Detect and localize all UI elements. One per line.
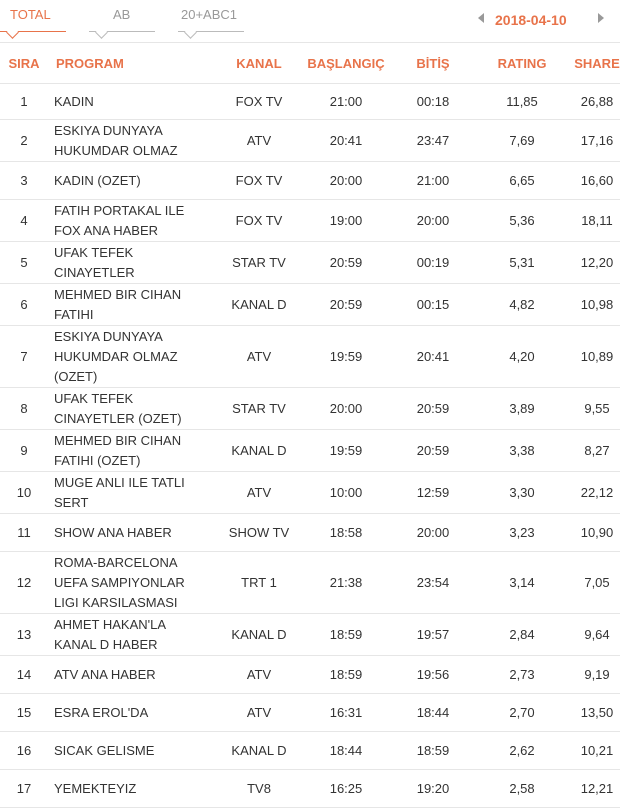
- cell-bitis: 00:18: [396, 84, 470, 120]
- cell-bitis: 23:54: [396, 552, 470, 614]
- cell-program: [48, 162, 222, 200]
- cell-kanal: SHOW TV: [222, 514, 296, 552]
- column-header-share[interactable]: SHARE: [574, 43, 620, 84]
- cell-rating: 5,36: [470, 200, 574, 242]
- tab-notch-icon: [6, 26, 19, 39]
- date-navigator: [470, 8, 620, 32]
- cell-share: 10,89: [574, 326, 620, 388]
- cell-bitis: 20:00: [396, 514, 470, 552]
- cell-rating: 11,85: [470, 84, 574, 120]
- tab-20abc1[interactable]: [178, 6, 244, 32]
- program-name: MEHMED BIR CIHAN FATIHI: [54, 286, 182, 322]
- table-row: [0, 120, 620, 162]
- cell-bitis: 18:44: [396, 694, 470, 732]
- table-row: [0, 514, 620, 552]
- cell-baslangic: 21:00: [296, 84, 396, 120]
- table-row: [0, 162, 620, 200]
- cell-rating: 3,38: [470, 430, 574, 472]
- cell-rating: 2,73: [470, 656, 574, 694]
- cell-kanal: TV8: [222, 770, 296, 808]
- cell-bitis: 20:41: [396, 326, 470, 388]
- cell-share: 26,88: [574, 84, 620, 120]
- chevron-right-icon[interactable]: [598, 13, 604, 23]
- cell-bitis: 19:20: [396, 770, 470, 808]
- cell-program: [48, 388, 222, 430]
- cell-kanal: ATV: [222, 472, 296, 514]
- program-name: UFAK TEFEK CINAYETLER (OZET): [54, 390, 182, 426]
- tab-notch-icon: [184, 26, 197, 39]
- cell-bitis: 20:59: [396, 388, 470, 430]
- cell-share: 8,27: [574, 430, 620, 472]
- table-row: [0, 656, 620, 694]
- cell-kanal: STAR TV: [222, 242, 296, 284]
- cell-share: 12,21: [574, 770, 620, 808]
- cell-share: 10,90: [574, 514, 620, 552]
- table-row: [0, 242, 620, 284]
- column-header-bitis[interactable]: BİTİŞ: [396, 43, 470, 84]
- cell-share: 9,19: [574, 656, 620, 694]
- program-name: ESKIYA DUNYAYA HUKUMDAR OLMAZ (OZET): [54, 328, 178, 384]
- cell-program: [48, 84, 222, 120]
- tab-label: TOTAL: [10, 7, 51, 22]
- cell-sira: 13: [0, 614, 48, 656]
- cell-sira: 14: [0, 656, 48, 694]
- cell-bitis: 18:59: [396, 732, 470, 770]
- cell-kanal: ATV: [222, 120, 296, 162]
- cell-rating: 4,20: [470, 326, 574, 388]
- program-name: UFAK TEFEK CINAYETLER: [54, 244, 135, 280]
- cell-sira: 5: [0, 242, 48, 284]
- cell-baslangic: 20:59: [296, 242, 396, 284]
- cell-bitis: 21:00: [396, 162, 470, 200]
- program-name: KADIN: [54, 93, 94, 109]
- cell-sira: 11: [0, 514, 48, 552]
- table-row: [0, 552, 620, 614]
- cell-program: [48, 472, 222, 514]
- cell-share: 16,60: [574, 162, 620, 200]
- cell-program: [48, 694, 222, 732]
- cell-sira: 2: [0, 120, 48, 162]
- cell-program: [48, 120, 222, 162]
- column-header-sira[interactable]: SIRA: [0, 43, 48, 84]
- table-row: [0, 732, 620, 770]
- table-row: [0, 430, 620, 472]
- cell-sira: 8: [0, 388, 48, 430]
- cell-baslangic: 19:59: [296, 430, 396, 472]
- program-name: SICAK GELISME: [54, 742, 155, 758]
- cell-baslangic: 20:00: [296, 162, 396, 200]
- cell-program: [48, 656, 222, 694]
- cell-rating: 3,89: [470, 388, 574, 430]
- cell-share: 18,11: [574, 200, 620, 242]
- cell-rating: 2,84: [470, 614, 574, 656]
- cell-kanal: ATV: [222, 694, 296, 732]
- table-row: [0, 694, 620, 732]
- cell-rating: 2,62: [470, 732, 574, 770]
- table-body: [0, 84, 620, 808]
- cell-kanal: FOX TV: [222, 200, 296, 242]
- cell-rating: 3,23: [470, 514, 574, 552]
- cell-kanal: TRT 1: [222, 552, 296, 614]
- program-name: ROMA-BARCELONA UEFA SAMPIYONLAR LIGI KARSILASMASI: [54, 554, 185, 610]
- cell-bitis: 00:15: [396, 284, 470, 326]
- program-name: SHOW ANA HABER: [54, 524, 172, 540]
- program-name: KADIN (OZET): [54, 172, 141, 188]
- cell-rating: 3,14: [470, 552, 574, 614]
- column-header-rating[interactable]: RATING: [470, 43, 574, 84]
- program-name: MEHMED BIR CIHAN FATIHI (OZET): [54, 432, 182, 468]
- cell-program: [48, 430, 222, 472]
- tab-ab[interactable]: [89, 6, 155, 32]
- program-name: ATV ANA HABER: [54, 666, 156, 682]
- cell-baslangic: 18:44: [296, 732, 396, 770]
- column-header-baslangic[interactable]: BAŞLANGIÇ: [296, 43, 396, 84]
- cell-program: [48, 732, 222, 770]
- cell-bitis: 19:56: [396, 656, 470, 694]
- cell-baslangic: 19:00: [296, 200, 396, 242]
- table-row: [0, 200, 620, 242]
- cell-baslangic: 20:41: [296, 120, 396, 162]
- cell-baslangic: 18:58: [296, 514, 396, 552]
- tab-total[interactable]: [0, 6, 66, 32]
- cell-bitis: 12:59: [396, 472, 470, 514]
- top-bar: [0, 0, 620, 40]
- cell-sira: 15: [0, 694, 48, 732]
- cell-bitis: 20:00: [396, 200, 470, 242]
- cell-kanal: KANAL D: [222, 614, 296, 656]
- cell-program: [48, 200, 222, 242]
- cell-baslangic: 18:59: [296, 614, 396, 656]
- cell-rating: 3,30: [470, 472, 574, 514]
- cell-baslangic: 20:59: [296, 284, 396, 326]
- tab-label: AB: [113, 7, 131, 22]
- program-name: ESRA EROL'DA: [54, 704, 149, 720]
- cell-baslangic: 19:59: [296, 326, 396, 388]
- cell-sira: 9: [0, 430, 48, 472]
- date-label: 2018-04-10: [495, 12, 567, 28]
- cell-baslangic: 16:25: [296, 770, 396, 808]
- cell-kanal: FOX TV: [222, 84, 296, 120]
- cell-sira: 4: [0, 200, 48, 242]
- table-row: [0, 388, 620, 430]
- cell-program: [48, 242, 222, 284]
- tab-notch-icon: [95, 26, 108, 39]
- cell-rating: 2,70: [470, 694, 574, 732]
- cell-sira: 7: [0, 326, 48, 388]
- cell-program: [48, 614, 222, 656]
- cell-sira: 12: [0, 552, 48, 614]
- cell-sira: 3: [0, 162, 48, 200]
- cell-program: [48, 284, 222, 326]
- cell-baslangic: 16:31: [296, 694, 396, 732]
- program-name: MUGE ANLI ILE TATLI SERT: [54, 474, 185, 510]
- table-row: [0, 472, 620, 514]
- table-row: [0, 84, 620, 120]
- table-row: [0, 614, 620, 656]
- cell-sira: 10: [0, 472, 48, 514]
- cell-baslangic: 18:59: [296, 656, 396, 694]
- tab-label: 20+ABC1: [181, 7, 238, 22]
- cell-kanal: KANAL D: [222, 284, 296, 326]
- table-row: [0, 326, 620, 388]
- cell-rating: 4,82: [470, 284, 574, 326]
- ratings-table: [0, 42, 620, 808]
- chevron-left-icon[interactable]: [478, 13, 484, 23]
- cell-kanal: ATV: [222, 326, 296, 388]
- cell-share: 9,55: [574, 388, 620, 430]
- cell-rating: 6,65: [470, 162, 574, 200]
- cell-share: 9,64: [574, 614, 620, 656]
- cell-kanal: STAR TV: [222, 388, 296, 430]
- program-name: ESKIYA DUNYAYA HUKUMDAR OLMAZ: [54, 122, 178, 158]
- cell-rating: 7,69: [470, 120, 574, 162]
- cell-share: 17,16: [574, 120, 620, 162]
- program-name: FATIH PORTAKAL ILE FOX ANA HABER: [54, 202, 185, 238]
- cell-rating: 5,31: [470, 242, 574, 284]
- cell-share: 13,50: [574, 694, 620, 732]
- cell-bitis: 00:19: [396, 242, 470, 284]
- cell-share: 10,21: [574, 732, 620, 770]
- cell-program: [48, 770, 222, 808]
- column-header-kanal[interactable]: KANAL: [222, 43, 296, 84]
- column-header-program[interactable]: PROGRAM: [48, 43, 222, 84]
- cell-baslangic: 20:00: [296, 388, 396, 430]
- table-header-row: [0, 43, 620, 84]
- cell-kanal: KANAL D: [222, 430, 296, 472]
- cell-sira: 6: [0, 284, 48, 326]
- cell-kanal: ATV: [222, 656, 296, 694]
- cell-share: 12,20: [574, 242, 620, 284]
- cell-program: [48, 552, 222, 614]
- program-name: YEMEKTEYIZ: [54, 780, 137, 796]
- cell-program: [48, 326, 222, 388]
- cell-bitis: 20:59: [396, 430, 470, 472]
- program-name: AHMET HAKAN'LA KANAL D HABER: [54, 616, 166, 652]
- cell-share: 10,98: [574, 284, 620, 326]
- cell-baslangic: 10:00: [296, 472, 396, 514]
- cell-sira: 1: [0, 84, 48, 120]
- table-row: [0, 770, 620, 808]
- cell-program: [48, 514, 222, 552]
- cell-sira: 17: [0, 770, 48, 808]
- table-row: [0, 284, 620, 326]
- cell-bitis: 23:47: [396, 120, 470, 162]
- cell-share: 7,05: [574, 552, 620, 614]
- cell-sira: 16: [0, 732, 48, 770]
- cell-share: 22,12: [574, 472, 620, 514]
- cell-bitis: 19:57: [396, 614, 470, 656]
- cell-rating: 2,58: [470, 770, 574, 808]
- cell-kanal: FOX TV: [222, 162, 296, 200]
- cell-kanal: KANAL D: [222, 732, 296, 770]
- cell-baslangic: 21:38: [296, 552, 396, 614]
